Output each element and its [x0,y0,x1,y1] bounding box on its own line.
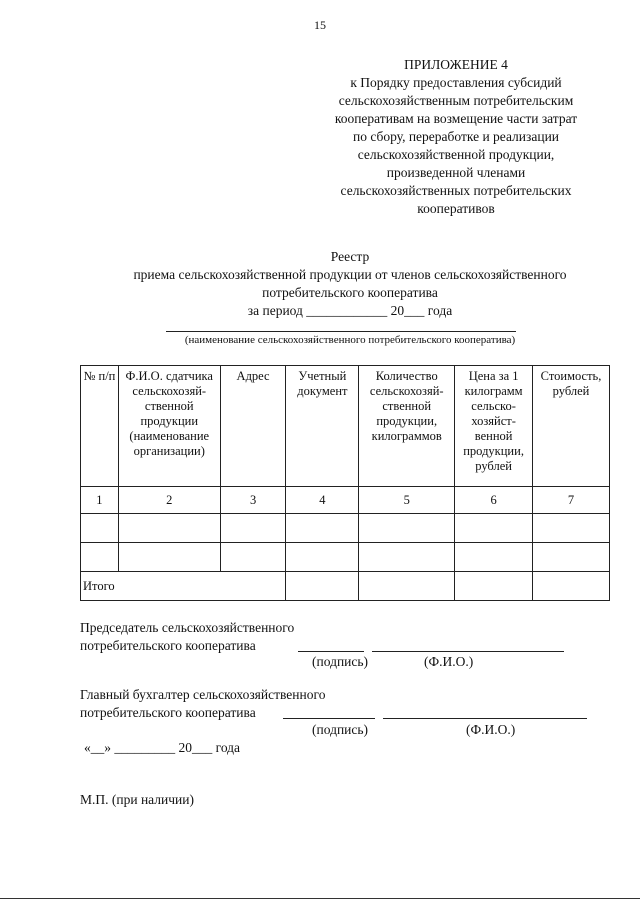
appendix-line: к Порядку предоставления субсидий [350,75,562,90]
table-cell[interactable] [533,572,610,601]
table-row [81,543,610,572]
date-line: «__» _________ 20___ года [84,740,241,755]
chair-fio-caption: (Ф.И.О.) [424,654,474,669]
title-line: приема сельскохозяйственной продукции от членов сельскохозяйственного [133,267,567,282]
accountant-fio-caption: (Ф.И.О.) [466,722,516,737]
appendix-line: сельскохозяйственным потребительским [338,93,574,108]
table-cell[interactable] [220,543,286,572]
accountant-signature-blank[interactable] [283,718,375,719]
table-cell[interactable] [533,543,610,572]
org-name-caption: (наименование сельскохозяйственного потребительского кооператива) [184,334,516,346]
header-cell: Учетный документ [286,366,359,487]
accountant-fio-blank[interactable] [383,718,587,719]
table-cell[interactable] [81,543,119,572]
column-number: 1 [81,487,119,514]
chair-sign-caption: (подпись) [312,654,369,669]
page-bottom-divider [0,898,640,899]
appendix-line: сельскохозяйственной продукции, [357,147,555,162]
appendix-line: по сбору, переработке и реализации [352,129,560,144]
table-cell[interactable] [455,572,533,601]
column-number-row [81,487,610,514]
header-cell: № п/п [81,366,119,487]
table-cell[interactable] [359,543,455,572]
appendix-line: кооперативов [417,201,495,216]
accountant-sign-caption: (подпись) [312,722,369,737]
table-cell[interactable] [118,543,220,572]
column-number: 3 [220,487,286,514]
chair-title-line2: потребительского кооператива [80,638,256,653]
table-cell[interactable] [286,572,359,601]
table-header-row [81,366,610,487]
appendix-line: сельскохозяйственных потребительских [340,183,572,198]
table-cell[interactable] [359,572,455,601]
title-line: потребительского кооператива [262,285,438,300]
register-table [80,365,610,601]
accountant-title-line2: потребительского кооператива [80,705,256,720]
total-label: Итого [81,572,286,601]
title-line: Реестр [330,249,370,264]
header-cell: Цена за 1 килограмм сельско-хозяйст-венной продукции, рублей [455,366,533,487]
column-number: 2 [118,487,220,514]
header-cell: Количество сельскохозяй-ственной продукции, килограммов [359,366,455,487]
table-cell[interactable] [455,543,533,572]
table-cell[interactable] [286,543,359,572]
accountant-title-line1: Главный бухгалтер сельскохозяйственного [80,687,326,702]
table-cell[interactable] [81,514,119,543]
period-line: за период ____________ 20___ года [247,303,453,318]
column-number: 5 [359,487,455,514]
column-number: 7 [533,487,610,514]
page-number: 15 [314,18,326,32]
table-cell[interactable] [455,514,533,543]
table-cell[interactable] [286,514,359,543]
chair-signature-blank[interactable] [298,651,364,652]
appendix-heading [306,56,606,218]
header-cell: Ф.И.О. сдатчика сельскохозяй-ственной продукции (наименование организации) [118,366,220,487]
appendix-line: кооперативам на возмещение части затрат [334,111,578,126]
header-cell: Стоимость, рублей [533,366,610,487]
stamp-label: М.П. (при наличии) [80,792,194,807]
chair-fio-blank[interactable] [372,651,564,652]
table-cell[interactable] [359,514,455,543]
column-number: 6 [455,487,533,514]
table-cell[interactable] [118,514,220,543]
column-number: 4 [286,487,359,514]
table-row [81,514,610,543]
table-cell[interactable] [533,514,610,543]
total-row [81,572,610,601]
appendix-line: ПРИЛОЖЕНИЕ 4 [404,57,508,72]
appendix-line: произведенной членами [386,165,526,180]
table-cell[interactable] [220,514,286,543]
org-name-blank [166,331,516,332]
document-title [60,248,640,320]
header-cell: Адрес [220,366,286,487]
chair-title-line1: Председатель сельскохозяйственного [80,620,295,635]
